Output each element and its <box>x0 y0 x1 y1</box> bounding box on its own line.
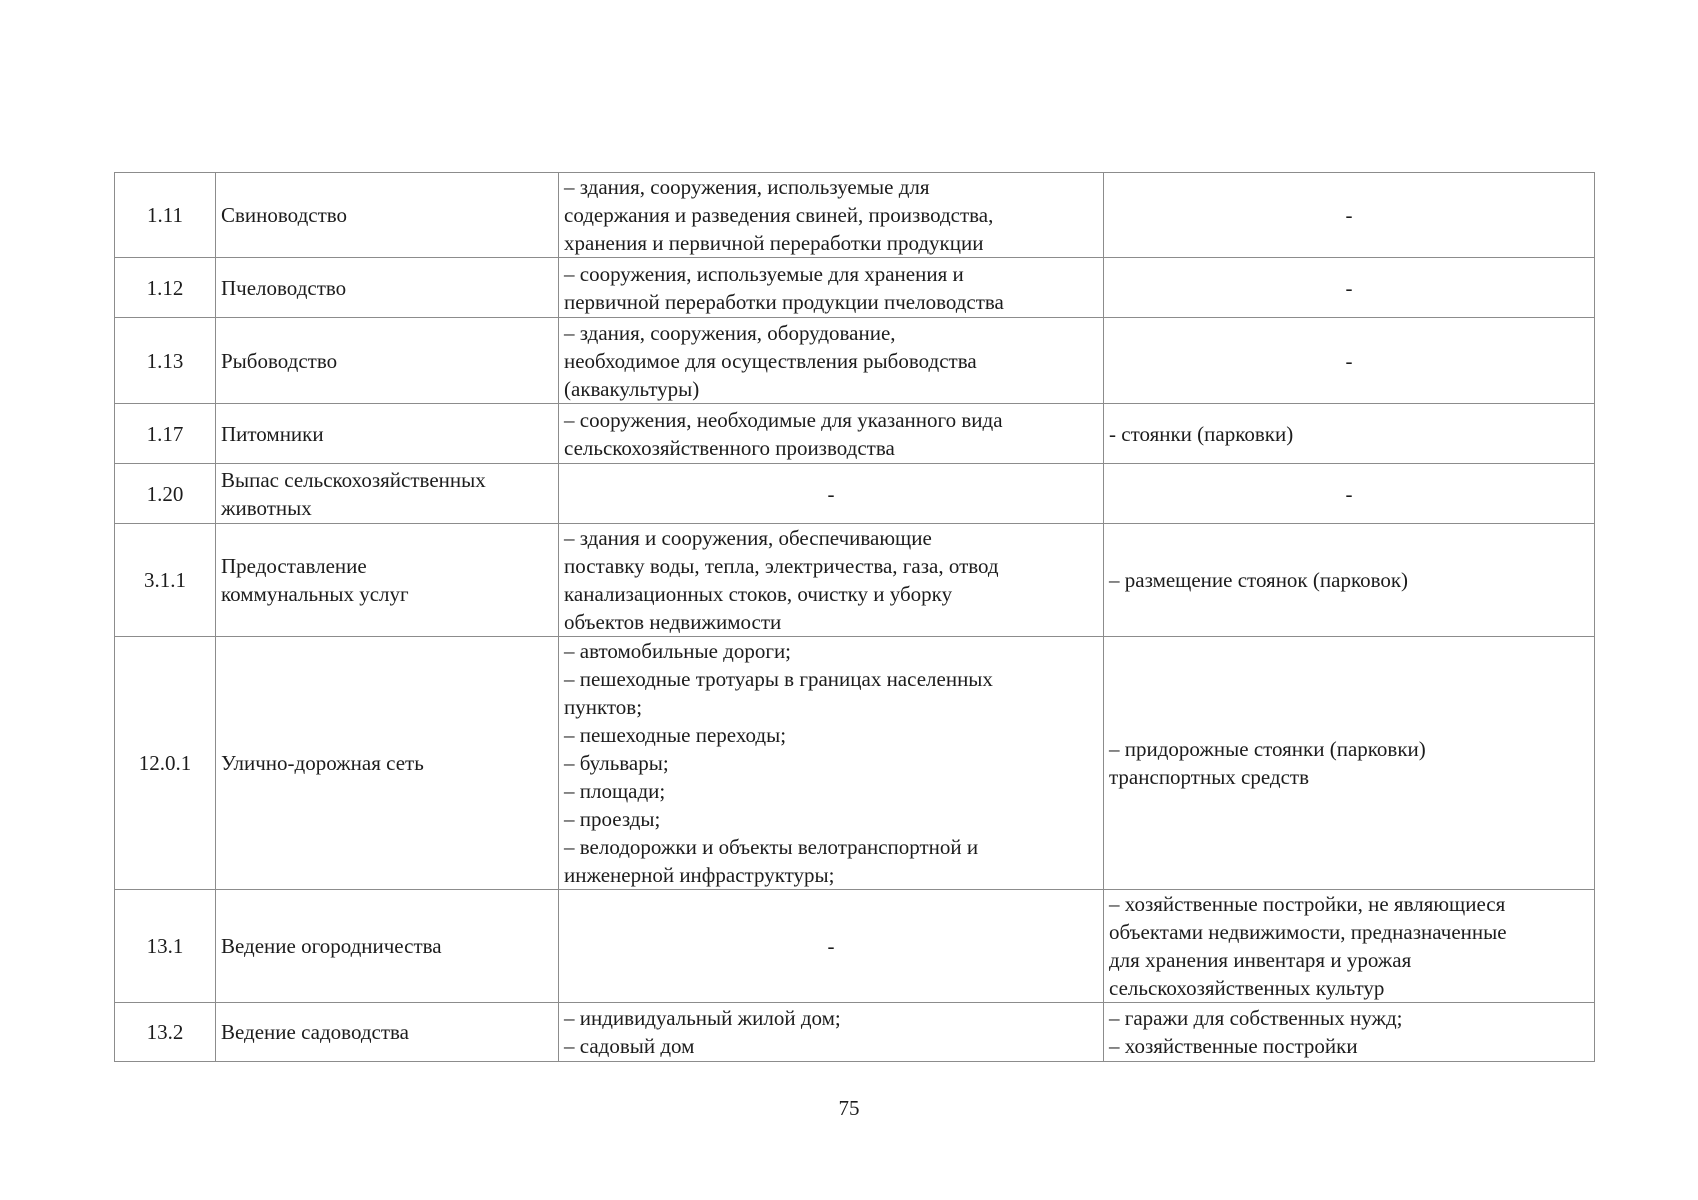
cell-line: – здания и сооружения, обеспечивающие <box>564 526 932 550</box>
cell-line: – придорожные стоянки (парковки) <box>1109 737 1426 761</box>
cell-auxiliary-use <box>1104 637 1595 890</box>
cell-line: – сооружения, используемые для хранения и <box>564 261 964 286</box>
cell-line: – садовый дом <box>564 1034 695 1058</box>
cell-code: 1.12 <box>115 258 216 318</box>
cell-line: Улично-дорожная сеть <box>221 751 424 775</box>
cell-line: - <box>1345 203 1353 227</box>
cell-line: - <box>1345 348 1353 373</box>
table-row <box>115 524 1595 637</box>
cell-line: Свиноводство <box>221 203 348 227</box>
cell-main-use <box>559 464 1104 524</box>
cell-line: - <box>827 934 835 958</box>
cell-main-use <box>559 1003 1104 1062</box>
cell-line: Выпас сельскохозяйственных <box>221 467 486 492</box>
cell-line: – велодорожки и объекты велотранспортной и <box>564 835 979 859</box>
table-row <box>115 318 1595 404</box>
cell-line: транспортных средств <box>1109 765 1310 789</box>
cell-code: 13.2 <box>115 1003 216 1062</box>
cell-line: – автомобильные дороги; <box>564 639 792 663</box>
cell-code: 12.0.1 <box>115 637 216 890</box>
cell-line: пунктов; <box>564 695 643 719</box>
cell-name <box>216 524 559 637</box>
table-row <box>115 173 1595 258</box>
cell-auxiliary-use <box>1104 890 1595 1003</box>
cell-code: 1.13 <box>115 318 216 404</box>
cell-main-use <box>559 524 1104 637</box>
cell-name <box>216 890 559 1003</box>
cell-line: - <box>1345 481 1353 506</box>
cell-line: Ведение огородничества <box>221 934 442 958</box>
cell-name <box>216 318 559 404</box>
cell-line: – сооружения, необходимые для указанного вида <box>564 407 1003 432</box>
cell-auxiliary-use <box>1104 464 1595 524</box>
cell-main-use <box>559 173 1104 258</box>
cell-main-use <box>559 404 1104 464</box>
cell-line: – здания, сооружения, оборудование, <box>564 320 896 345</box>
land-use-table <box>114 172 1595 1062</box>
cell-code: 1.20 <box>115 464 216 524</box>
cell-line: – размещение стоянок (парковок) <box>1109 568 1409 592</box>
cell-main-use <box>559 637 1104 890</box>
cell-auxiliary-use <box>1104 1003 1595 1062</box>
cell-name <box>216 404 559 464</box>
cell-code: 1.11 <box>115 173 216 258</box>
cell-line: Рыбоводство <box>221 348 338 373</box>
cell-line: хранения и первичной переработки продукции <box>564 231 984 255</box>
cell-main-use <box>559 258 1104 318</box>
cell-line: (аквакультуры) <box>564 376 700 401</box>
table-row <box>115 1003 1595 1062</box>
cell-main-use <box>559 890 1104 1003</box>
cell-line: – площади; <box>564 779 666 803</box>
table-row <box>115 464 1595 524</box>
cell-line: канализационных стоков, очистку и уборку <box>564 582 953 606</box>
cell-auxiliary-use <box>1104 318 1595 404</box>
cell-line: - <box>827 481 835 506</box>
cell-name <box>216 1003 559 1062</box>
cell-line: животных <box>221 495 312 520</box>
table-row <box>115 890 1595 1003</box>
cell-line: необходимое для осуществления рыбоводства <box>564 348 977 373</box>
cell-line: Питомники <box>221 421 324 446</box>
cell-code: 1.17 <box>115 404 216 464</box>
cell-code: 3.1.1 <box>115 524 216 637</box>
cell-line: для хранения инвентаря и урожая <box>1109 948 1412 972</box>
cell-name <box>216 258 559 318</box>
cell-line: сельскохозяйственных культур <box>1109 976 1385 1000</box>
cell-main-use <box>559 318 1104 404</box>
cell-line: – бульвары; <box>564 751 669 775</box>
cell-auxiliary-use <box>1104 173 1595 258</box>
cell-line: объектов недвижимости <box>564 610 782 634</box>
cell-line: инженерной инфраструктуры; <box>564 863 835 887</box>
cell-name <box>216 637 559 890</box>
cell-line: Пчеловодство <box>221 275 347 300</box>
cell-line: коммунальных услуг <box>221 582 409 606</box>
cell-line: Предоставление <box>221 554 367 578</box>
cell-line: – хозяйственные постройки <box>1109 1034 1358 1058</box>
cell-line: – пешеходные тротуары в границах населенных <box>564 667 993 691</box>
cell-line: поставку воды, тепла, электричества, газа, отвод <box>564 554 999 578</box>
table-row <box>115 258 1595 318</box>
cell-auxiliary-use <box>1104 404 1595 464</box>
cell-line: сельскохозяйственного производства <box>564 435 895 460</box>
cell-name <box>216 464 559 524</box>
cell-line: – хозяйственные постройки, не являющиеся <box>1109 892 1506 916</box>
cell-code: 13.1 <box>115 890 216 1003</box>
table-body <box>115 173 1595 1062</box>
cell-line: – индивидуальный жилой дом; <box>564 1006 841 1030</box>
cell-line: – проезды; <box>564 807 661 831</box>
cell-auxiliary-use <box>1104 258 1595 318</box>
cell-line: Ведение садоводства <box>221 1020 409 1044</box>
cell-line: – пешеходные переходы; <box>564 723 787 747</box>
cell-line: объектами недвижимости, предназначенные <box>1109 920 1507 944</box>
table-row <box>115 637 1595 890</box>
cell-name <box>216 173 559 258</box>
cell-line: - стоянки (парковки) <box>1109 421 1294 446</box>
cell-line: содержания и разведения свиней, производства, <box>564 203 994 227</box>
table-row <box>115 404 1595 464</box>
cell-line: – гаражи для собственных нужд; <box>1109 1006 1403 1030</box>
cell-line: – здания, сооружения, используемые для <box>564 175 930 199</box>
cell-line: первичной переработки продукции пчеловодства <box>564 289 1004 314</box>
cell-line: - <box>1345 275 1353 300</box>
cell-auxiliary-use <box>1104 524 1595 637</box>
page-number: 75 <box>838 1096 860 1120</box>
